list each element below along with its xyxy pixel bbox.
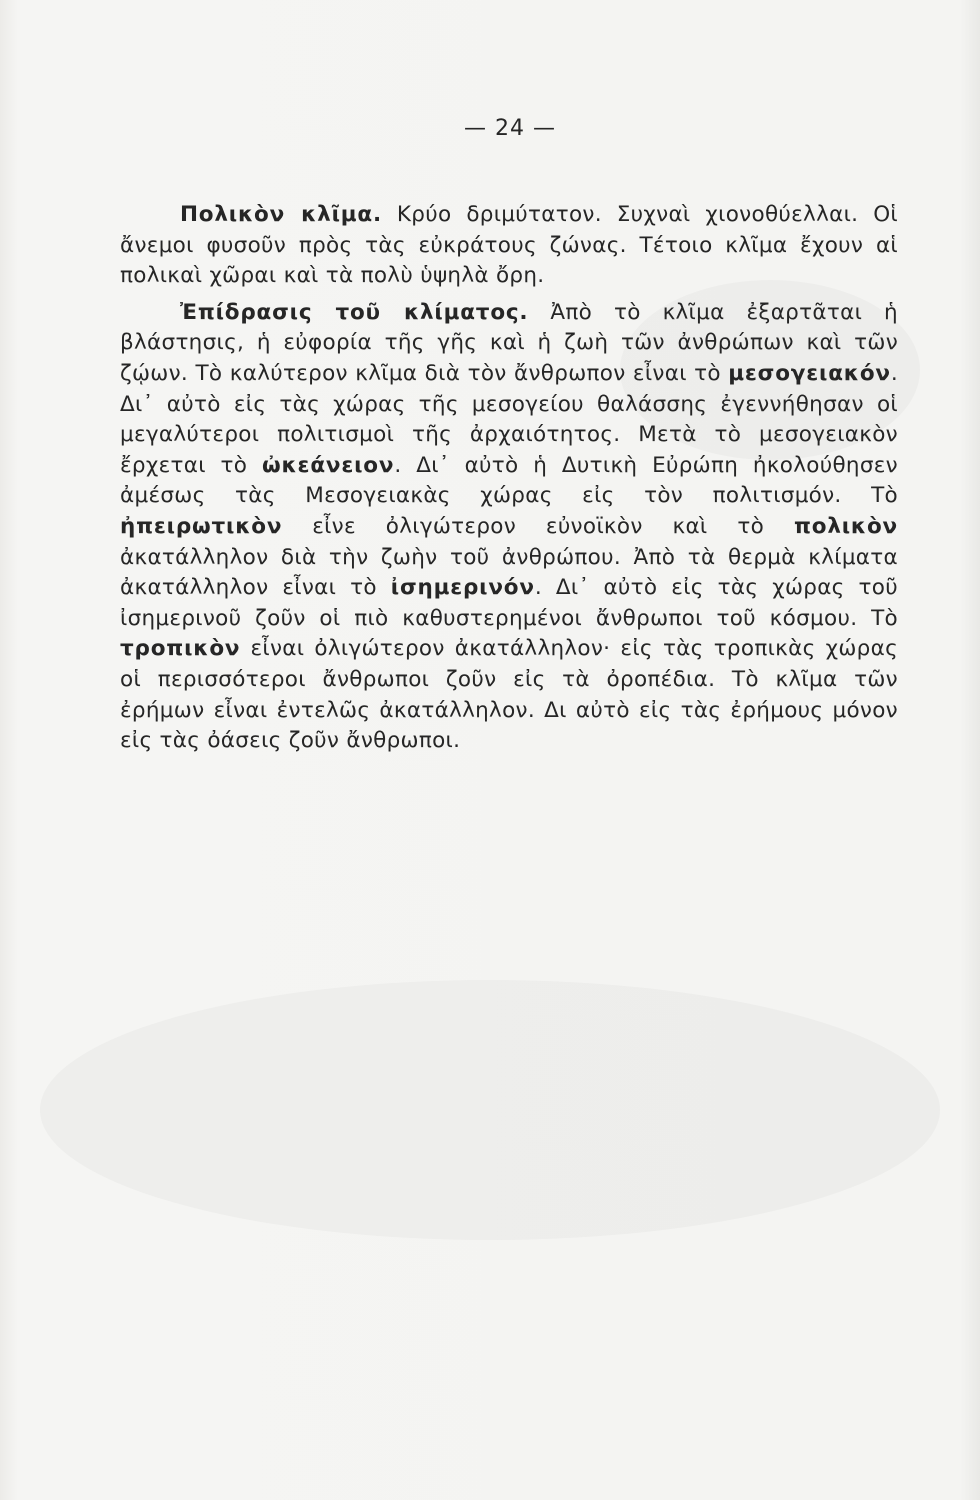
page-number: — 24 — bbox=[464, 116, 556, 141]
text-run: εἶνε ὀλιγώτερον εὐνοϊκὸν καὶ τὸ bbox=[282, 513, 794, 539]
text-run: ἀκατάλληλον διὰ τὴν ζωὴν τοῦ ἀνθρώπου. Ἀπὸ τὰ θερμὰ κλίματα ἀκατάλληλον εἶναι τὸ bbox=[120, 544, 898, 601]
text-run: . Δι᾽ αὐτὸ ἡ Δυτικὴ Εὐρώπη ἠκολούθησεν ἀμέσως τὰς Μεσογειακὰς χώρας εἰς τὸν πολιτισμόν. Τὸ bbox=[120, 452, 898, 509]
paragraph-climate-influence bbox=[120, 298, 898, 757]
term-equatorial: ἰσημερινόν bbox=[390, 575, 535, 601]
paragraph-polar-climate bbox=[120, 200, 898, 292]
text-run: εἶναι ὀλιγώτερον ἀκατάλληλον· εἰς τὰς τροπικὰς χώρας οἱ περισσότεροι ἄνθρωποι ζοῦν εἰς τὰ ὀροπέδια. Τὸ κλῖμα τῶν ἐρήμων εἶναι ἐντελῶς ἀκατάλληλον. Δι αὐτὸ εἰς τὰς ἐρήμους μόνον εἰς τὰς ὀάσεις ζοῦν ἄνθρωποι. bbox=[120, 636, 898, 754]
term-mediterranean: μεσογειακόν bbox=[728, 360, 891, 386]
text-run: Ἀπὸ τὸ κλῖμα ἐξαρτᾶται ἡ βλάστησις, ἡ εὐφορία τῆς γῆς καὶ ἡ ζωὴ τῶν ἀνθρώπων καὶ τῶν ζῴων. Τὸ καλύτερον κλῖμα διὰ τὸν ἄνθρωπον εἶναι τὸ bbox=[120, 299, 898, 386]
term-tropical: τροπικὸν bbox=[120, 636, 241, 662]
heading-polar-climate: Πολικὸν κλῖμα. bbox=[180, 202, 382, 227]
heading-climate-influence: Ἐπίδρασις τοῦ κλίματος. bbox=[180, 299, 529, 325]
term-polar: πολικὸν bbox=[793, 513, 898, 539]
body-text bbox=[120, 200, 898, 757]
text-run: Κρύο δριμύτατον. Συχναὶ χιονοθύελλαι. Οἱ ἄνεμοι φυσοῦν πρὸς τὰς εὐκράτους ζώνας. Τέτοιο κλῖμα ἔχουν αἱ πολικαὶ χῶραι καὶ τὰ πολὺ ὑψηλὰ ὄρη. bbox=[120, 202, 899, 289]
paper-stain bbox=[40, 980, 940, 1240]
text-run: . Δι᾽ αὐτὸ εἰς τὰς χώρας τοῦ ἰσημερινοῦ ζοῦν οἱ πιὸ καθυστερημένοι ἄνθρωποι τοῦ κόσμου. Τὸ bbox=[120, 575, 898, 631]
text-run: . Δι᾽ αὐτὸ εἰς τὰς χώρας τῆς μεσογείου θαλάσσης ἐγεννήθησαν οἱ μεγαλύτεροι πολιτισμοὶ τῆς ἀρχαιότητος. Μετὰ τὸ μεσογειακὸν ἔρχεται τὸ bbox=[120, 360, 898, 478]
term-continental: ἠπειρωτικὸν bbox=[120, 513, 283, 539]
term-oceanic: ὠκεάνειον bbox=[262, 452, 395, 478]
